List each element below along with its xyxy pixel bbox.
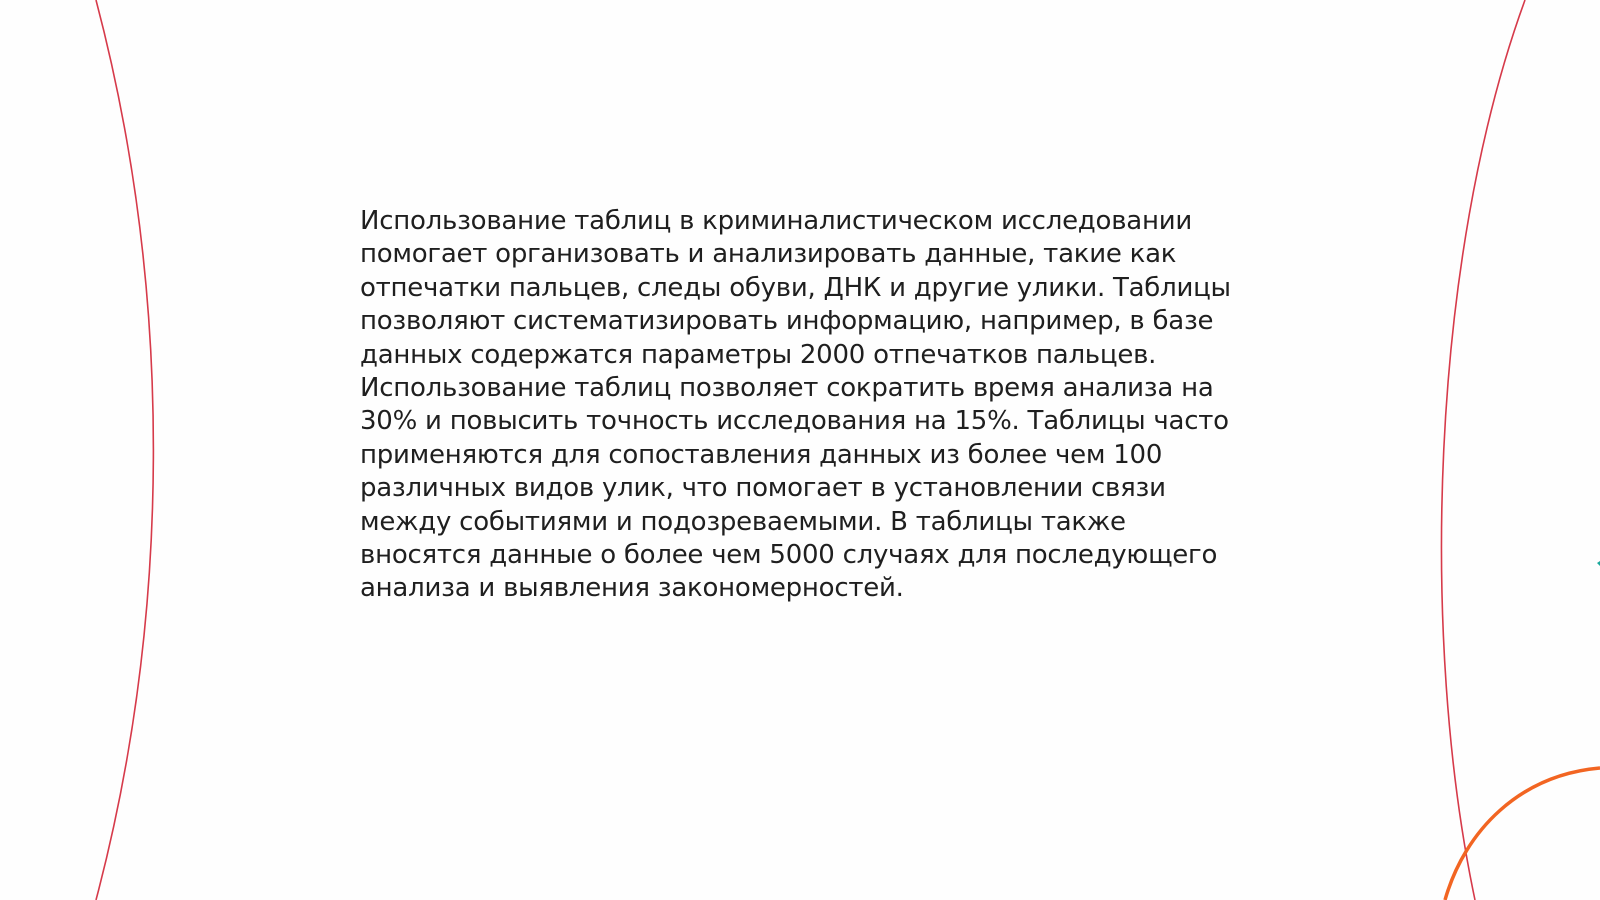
left-arc [96,0,153,900]
corner-orange-arc [1445,768,1600,900]
body-paragraph: Использование таблиц в криминалистическом исследовании помогает организовать и анализировать данные, такие как отпечатки пальцев, следы обуви, ДНК и другие улики. Таблицы позволяют систематизировать информацию, например, в базе данных содержатся параметры 2000 отпечатков пальцев. Использование таблиц позволяет сократить время анализа на 30% и повысить точность исследования на 15%. Таблицы часто применяются для сопоставления данных из более чем 100 различных видов улик, что помогает в установлении связи между событиями и подозреваемыми. В таблицы также вносятся данные о более чем 5000 случаях для последующего анализа и выявления закономерностей. [360,206,1231,604]
right-arc [1441,0,1525,900]
